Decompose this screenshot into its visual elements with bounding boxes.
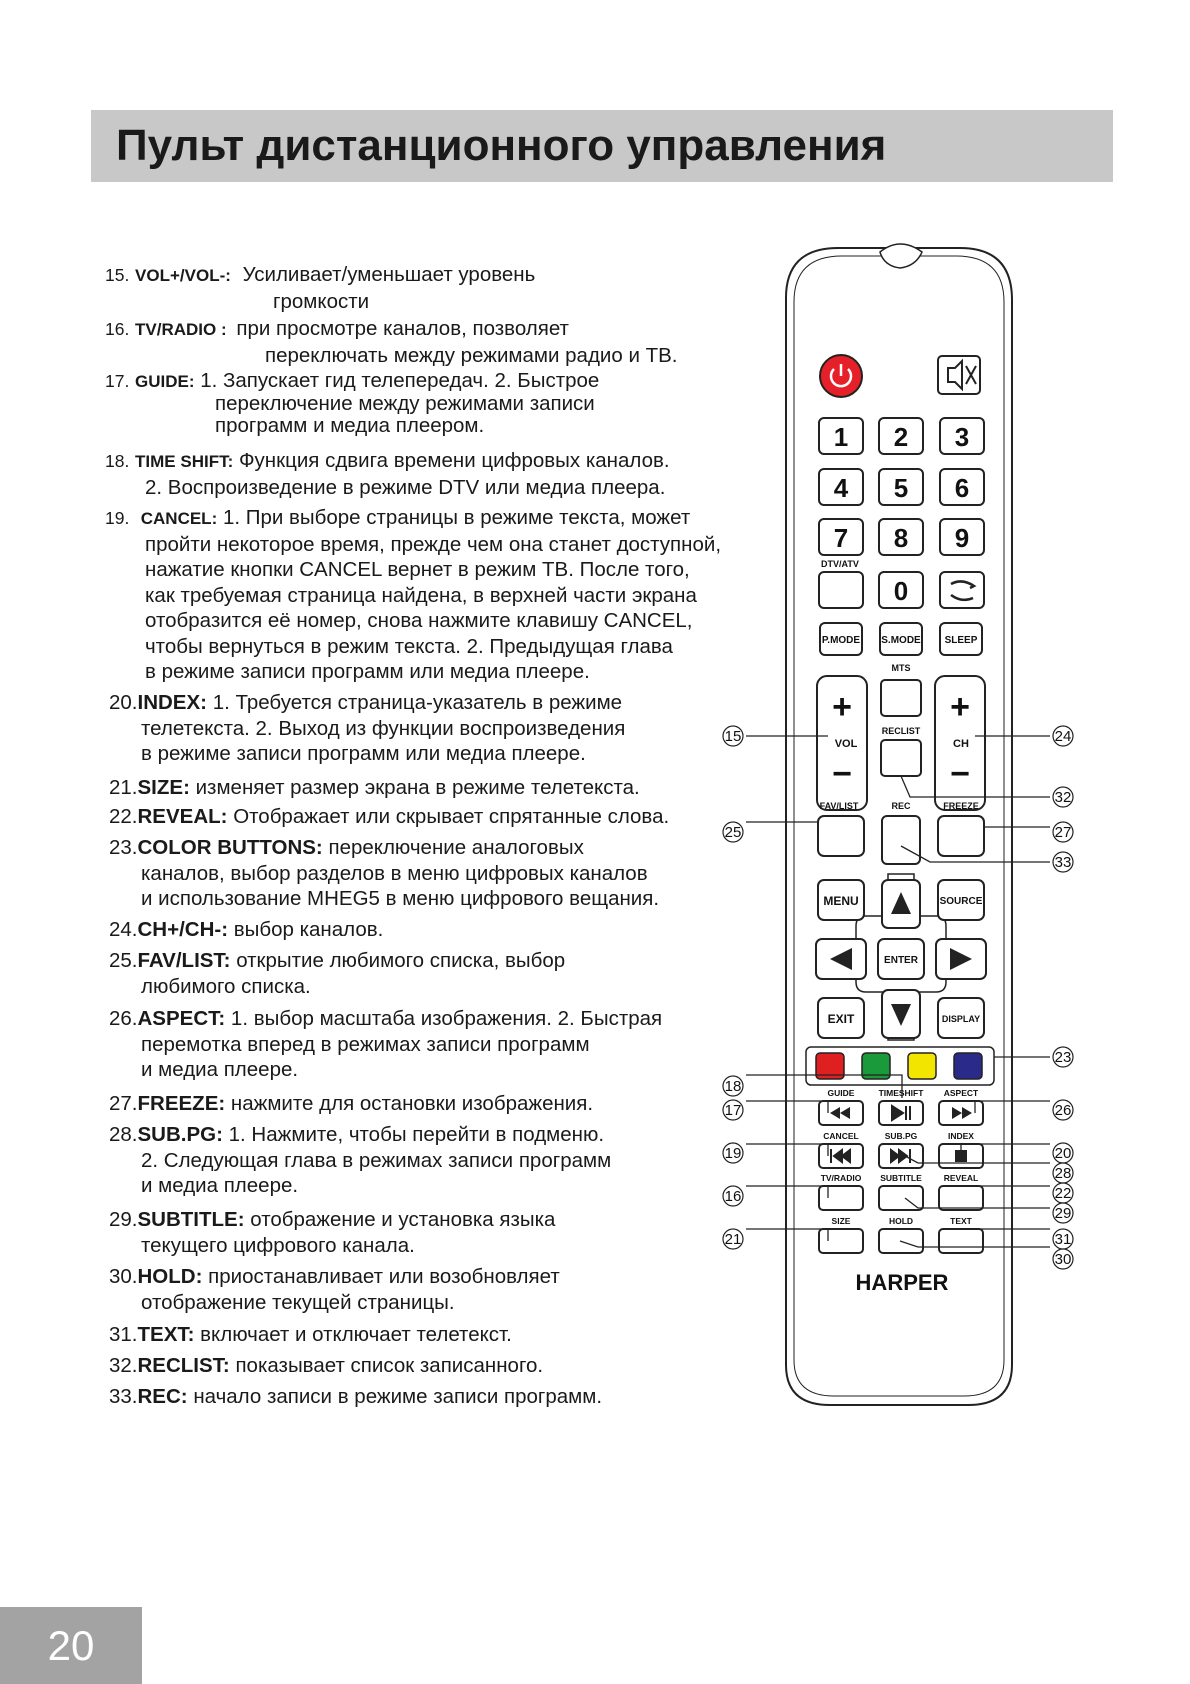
desc-item-29: 29.SUBTITLE: отображение и установка языка текущего цифрового канала. [109,1208,556,1257]
digit-3-label: 3 [954,422,970,452]
fav-list-label: FAV/LIST [819,801,859,811]
subpg-label: SUB.PG [884,1131,918,1141]
desc-item-16: 16. TV/RADIO : при просмотре каналов, позволяет переключать между режимами радио и ТВ. [105,317,678,367]
reveal-button[interactable] [939,1186,983,1210]
blue-button[interactable] [954,1053,982,1079]
callout-30: 30 [1054,1251,1072,1268]
callout-16: 16 [724,1188,742,1205]
rec-button[interactable] [882,816,920,864]
timeshift-label: TIMESHIFT [878,1088,924,1098]
vol-minus-label: − [832,755,852,793]
digit-4-label: 4 [833,473,849,503]
desc-item-23: 23.COLOR BUTTONS: переключение аналоговых каналов, выбор разделов в меню цифровых каналов и использование MHEG5 в меню цифрового вещания. [109,836,660,910]
desc-item-19: 19. CANCEL: 1. При выборе страницы в режиме текста, может пройти некоторое время, прежде чем она станет доступной, нажатие кнопки CANCEL вернет в режим ТВ. После того, как требуемая страница найдена, в верхней части экрана отобразится её номер, снова нажмите клавишу CANCEL, чтобы вернуться в режим текста. 2. Предыдущая глава в режиме записи программ или медиа плеере. [105,506,722,683]
digit-9-label: 9 [954,523,970,553]
ch-label: CH [953,738,969,750]
callout-29: 29 [1054,1205,1072,1222]
callout-17: 17 [724,1102,742,1119]
display-label: DISPLAY [941,1014,981,1024]
size-label: SIZE [831,1216,851,1226]
pmode-label: P.MODE [821,635,861,646]
desc-item-25: 25.FAV/LIST: открытие любимого списка, выбор любимого списка. [109,949,566,998]
dtv-atv-button[interactable] [819,572,863,608]
desc-item-28: 28.SUB.PG: 1. Нажмите, чтобы перейти в подменю. 2. Следующая глава в режимах записи программ и медиа плеере. [109,1123,612,1197]
source-label: SOURCE [939,896,983,907]
digit-1-label: 1 [833,422,849,452]
tvradio-label: TV/RADIO [820,1173,862,1183]
reclist-label: RECLIST [881,726,921,736]
exit-label: EXIT [827,1012,855,1026]
brand-logo: HARPER [855,1270,949,1295]
desc-item-21: 21.SIZE: изменяет размер экрана в режиме телетекста. [109,776,640,799]
vol-plus-label: + [832,688,852,726]
hold-label: HOLD [888,1216,914,1226]
callout-18: 18 [724,1078,742,1095]
reclist-button[interactable] [881,740,921,776]
desc-item-24: 24.CH+/CH-: выбор каналов. [109,918,384,941]
index-label: INDEX [948,1131,974,1141]
callout-33: 33 [1054,854,1072,871]
tvradio-button[interactable] [819,1186,863,1210]
digit-2-label: 2 [893,422,909,452]
desc-item-33: 33.REC: начало записи в режиме записи программ. [109,1385,603,1408]
callout-24: 24 [1054,728,1072,745]
callout-25: 25 [724,824,742,841]
callout-19: 19 [724,1145,742,1162]
yellow-button[interactable] [908,1053,936,1079]
ch-plus-label: + [950,688,970,726]
aspect-label: ASPECT [943,1088,979,1098]
callout-28: 28 [1054,1165,1072,1182]
text-button[interactable] [939,1229,983,1253]
desc-item-31: 31.TEXT: включает и отключает телетекст. [109,1323,512,1346]
sleep-label: SLEEP [944,635,978,646]
vol-label: VOL [834,738,858,750]
recall-button[interactable] [940,572,984,608]
desc-item-17: 17. GUIDE: 1. Запускает гид телепередач. 2. Быстрое переключение между режимами записи программ и медиа плеером. [105,369,600,437]
enter-label: ENTER [884,955,918,966]
desc-item-18: 18. TIME SHIFT: Функция сдвига времени цифровых каналов. 2. Воспроизведение в режиме DTV или медиа плеера. [105,449,670,499]
size-button[interactable] [819,1229,863,1253]
subtitle-label: SUBTITLE [880,1173,922,1183]
desc-item-20: 20.INDEX: 1. Требуется страница-указатель в режиме телетекста. 2. Выход из функции воспроизведения в режиме записи программ или медиа плеере. [109,691,626,765]
digit-7-label: 7 [833,523,849,553]
callout-21: 21 [724,1231,742,1248]
callout-15: 15 [724,728,742,745]
callout-31: 31 [1054,1231,1072,1248]
ch-minus-label: − [950,755,970,793]
fav-list-button[interactable] [818,816,864,856]
digit-6-label: 6 [954,473,970,503]
mts-button[interactable] [881,680,921,716]
callout-22: 22 [1054,1185,1072,1202]
digit-0-label: 0 [893,576,909,606]
menu-label: MENU [823,894,859,908]
smode-label: S.MODE [881,635,921,646]
desc-item-26: 26.ASPECT: 1. выбор масштаба изображения. 2. Быстрая перемотка вперед в режимах записи программ и медиа плеере. [109,1007,663,1081]
freeze-button[interactable] [938,816,984,856]
callout-23: 23 [1054,1049,1072,1066]
text-label: TEXT [950,1216,972,1226]
dtv-atv-label: DTV/ATV [821,559,859,569]
freeze-label: FREEZE [943,801,979,811]
desc-item-30: 30.HOLD: приостанавливает или возобновляет отображение текущей страницы. [109,1265,560,1314]
mute-button[interactable] [938,356,980,394]
page-number: 20 [0,1607,142,1684]
desc-item-22: 22.REVEAL: Отображает или скрывает спрятанные слова. [109,805,670,828]
digit-8-label: 8 [893,523,909,553]
mts-label: MTS [891,663,911,673]
digit-5-label: 5 [893,473,909,503]
rec-label: REC [891,801,911,811]
callout-32: 32 [1054,789,1072,806]
reveal-label: REVEAL [943,1173,979,1183]
page-title: Пульт дистанционного управления [91,110,1113,182]
cancel-label: CANCEL [823,1131,859,1141]
callout-20: 20 [1054,1145,1072,1162]
desc-item-15: 15. VOL+/VOL-: Усиливает/уменьшает уровень громкости [105,263,536,313]
guide-label: GUIDE [827,1088,855,1098]
desc-item-27: 27.FREEZE: нажмите для остановки изображения. [109,1092,594,1115]
callout-26: 26 [1054,1102,1072,1119]
desc-item-32: 32.RECLIST: показывает список записанного. [109,1354,544,1377]
callout-27: 27 [1054,824,1072,841]
